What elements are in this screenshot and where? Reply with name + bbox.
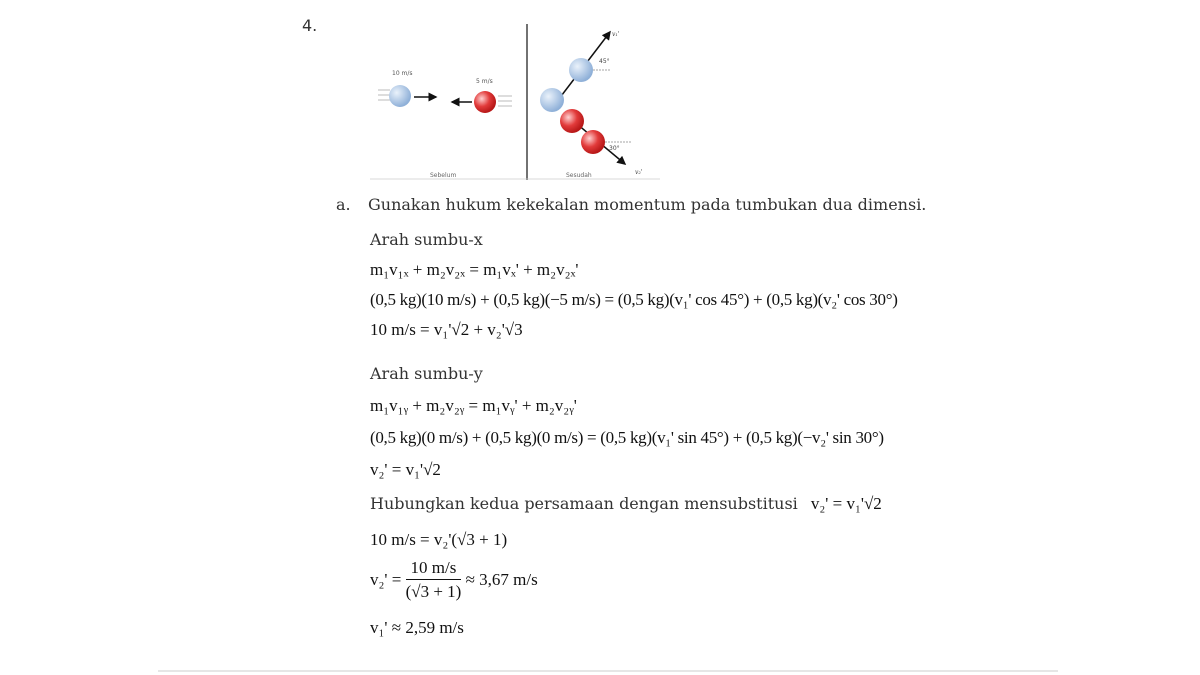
part-a-intro: Gunakan hukum kekekalan momentum pada tumbukan dua dimensi.: [368, 195, 927, 214]
ball-blue-after: [569, 58, 593, 82]
angle-2-label: 30°: [609, 145, 620, 152]
label-before: Sebelum: [430, 172, 457, 179]
equation-2: [370, 558, 538, 602]
bottom-divider: [158, 670, 1058, 672]
speed-1-label: 10 m/s: [392, 70, 413, 77]
eq2-denominator: (√3 + 1): [405, 582, 462, 601]
v1-prime-label: v₁': [612, 31, 620, 38]
y-axis-heading: Arah sumbu-y: [370, 364, 483, 383]
ball-blue-collision: [540, 88, 564, 112]
x-substitution-equation: (0,5 kg)(10 m/s) + (0,5 kg)(−5 m/s) = (0,5 kg)(v₁' cos 45°) + (0,5 kg)(v₂' cos 30°): [370, 290, 898, 309]
y-result-equation: v₂' = v₁'√2: [370, 460, 441, 479]
collision-figure: [370, 22, 660, 182]
ball-red-before: [474, 91, 496, 113]
question-number: 4.: [302, 16, 318, 35]
eq2-rhs: ≈ 3,67 m/s: [465, 570, 538, 589]
ball-red-after: [581, 130, 605, 154]
ball-blue-before: [389, 85, 411, 107]
x-result-equation: 10 m/s = v₁'√2 + v₂'√3: [370, 320, 523, 339]
ball-red-collision: [560, 109, 584, 133]
combine-row: [370, 494, 882, 514]
combine-equation: v₂' = v₁'√2: [810, 494, 882, 513]
combine-text: Hubungkan kedua persamaan dengan mensubstitusi: [370, 494, 798, 513]
v2-prime-label: v₂': [635, 169, 643, 176]
part-a-marker: a.: [336, 195, 351, 214]
y-substitution-equation: (0,5 kg)(0 m/s) + (0,5 kg)(0 m/s) = (0,5 kg)(v₁' sin 45°) + (0,5 kg)(−v₂' sin 30°): [370, 428, 884, 447]
equation-1: 10 m/s = v₂'(√3 + 1): [370, 530, 508, 549]
equation-3: v₁' ≈ 2,59 m/s: [370, 618, 464, 637]
eq2-lhs: v₂' =: [370, 570, 402, 589]
eq2-numerator: 10 m/s: [406, 558, 462, 580]
x-axis-heading: Arah sumbu-x: [370, 230, 483, 249]
angle-1-label: 45°: [599, 58, 610, 65]
label-after: Sesudah: [566, 172, 592, 179]
x-momentum-equation: m₁v₁ₓ + m₂v₂ₓ = m₁vₓ' + m₂v₂ₓ': [370, 260, 579, 279]
eq2-fraction: [406, 558, 462, 602]
speed-2-label: 5 m/s: [476, 78, 493, 85]
y-momentum-equation: m₁v₁ᵧ + m₂v₂ᵧ = m₁vᵧ' + m₂v₂ᵧ': [370, 396, 577, 415]
